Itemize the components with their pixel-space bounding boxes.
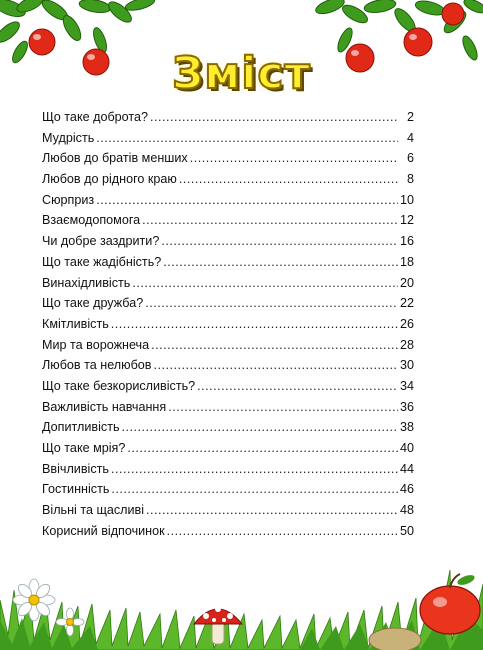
toc-entry-title: Сюрприз bbox=[42, 192, 95, 207]
toc-entry bbox=[42, 503, 414, 524]
toc-entry-title: Любов до братів менших bbox=[42, 151, 188, 166]
toc-entry-title: Що таке доброта? bbox=[42, 110, 149, 124]
toc-leader-dots bbox=[96, 193, 398, 207]
toc-leader-dots bbox=[179, 172, 398, 186]
toc-leader-dots bbox=[122, 420, 398, 434]
toc-entry-page-number: 10 bbox=[400, 192, 415, 207]
toc-leader-dots bbox=[146, 503, 398, 517]
toc-entry bbox=[42, 213, 414, 234]
toc-leader-dots bbox=[168, 400, 398, 414]
toc-entry-title: Гостинність bbox=[42, 482, 110, 497]
toc-entry bbox=[42, 462, 414, 483]
toc-entry-page-number: 48 bbox=[400, 503, 415, 518]
toc-entry-title: Що таке жадібність? bbox=[42, 254, 162, 269]
toc-entry-title: Любов та нелюбов bbox=[42, 358, 152, 373]
page-title: Зміст bbox=[172, 48, 311, 99]
toc-leader-dots bbox=[96, 131, 398, 145]
toc-entry bbox=[42, 193, 414, 214]
toc-entry bbox=[42, 172, 414, 193]
toc-entry bbox=[42, 131, 414, 152]
toc-entry-title: Кмітливість bbox=[42, 316, 109, 331]
toc-entry-title: Що таке мрія? bbox=[42, 441, 126, 455]
toc-entry bbox=[42, 255, 414, 276]
mushroom-icon bbox=[192, 600, 244, 646]
toc-entry-page-number: 28 bbox=[400, 337, 415, 352]
toc-entry-page-number: 8 bbox=[406, 172, 414, 187]
toc-entry-title: Любов до рідного краю bbox=[42, 172, 177, 187]
toc-entry-page-number: 12 bbox=[400, 213, 415, 228]
daisy-flower-icon bbox=[8, 572, 88, 642]
toc-leader-dots bbox=[151, 338, 398, 352]
toc-leader-dots bbox=[161, 234, 398, 248]
toc-entry-title: Чи добре заздрити? bbox=[42, 234, 160, 249]
toc-leader-dots bbox=[167, 524, 398, 538]
toc-entry-page-number: 34 bbox=[400, 378, 415, 393]
toc-leader-dots bbox=[127, 441, 398, 455]
toc-entry bbox=[42, 110, 414, 131]
toc-entry bbox=[42, 358, 414, 379]
toc-entry-page-number: 22 bbox=[400, 296, 415, 311]
toc-entry-title: Взаємодопомога bbox=[42, 213, 141, 228]
toc-leader-dots bbox=[154, 358, 399, 372]
toc-entry-page-number: 44 bbox=[400, 461, 415, 476]
toc-entry bbox=[42, 296, 414, 317]
toc-entry-page-number: 40 bbox=[400, 441, 415, 455]
toc-entry bbox=[42, 420, 414, 441]
toc-entry-title: Ввічливість bbox=[42, 461, 109, 476]
toc-leader-dots bbox=[145, 296, 398, 310]
toc-leader-dots bbox=[163, 255, 398, 269]
toc-leader-dots bbox=[111, 462, 398, 476]
toc-entry-title: Мир та ворожнеча bbox=[42, 337, 150, 352]
toc-entry-page-number: 50 bbox=[400, 523, 415, 538]
toc-entry bbox=[42, 276, 414, 297]
toc-entry-page-number: 2 bbox=[406, 110, 414, 124]
toc-entry bbox=[42, 400, 414, 421]
toc-leader-dots bbox=[132, 276, 398, 290]
toc-entry-page-number: 46 bbox=[400, 482, 415, 497]
toc-leader-dots bbox=[150, 110, 398, 124]
toc-entry bbox=[42, 234, 414, 255]
toc-entry-title: Мудрість bbox=[42, 130, 95, 145]
toc-entry bbox=[42, 482, 414, 503]
toc-entry-title: Допитливість bbox=[42, 420, 120, 435]
toc-entry bbox=[42, 338, 414, 359]
toc-entry-page-number: 26 bbox=[400, 316, 415, 331]
toc-entry-title: Винахідливість bbox=[42, 275, 131, 290]
toc-entry-page-number: 6 bbox=[406, 151, 414, 166]
toc-entry-title: Корисний відпочинок bbox=[42, 523, 165, 538]
toc-leader-dots bbox=[190, 151, 398, 165]
toc-entry bbox=[42, 379, 414, 400]
toc-entry-page-number: 36 bbox=[400, 399, 415, 414]
toc-entry-page-number: 38 bbox=[400, 420, 415, 435]
toc-entry bbox=[42, 151, 414, 172]
table-of-contents bbox=[42, 110, 414, 544]
toc-entry-page-number: 4 bbox=[406, 130, 414, 145]
toc-leader-dots bbox=[142, 213, 398, 227]
toc-entry bbox=[42, 441, 414, 462]
toc-entry-title: Важливість навчання bbox=[42, 399, 167, 414]
toc-entry-page-number: 16 bbox=[400, 234, 415, 249]
toc-entry-title: Що таке безкорисливість? bbox=[42, 378, 196, 393]
toc-leader-dots bbox=[111, 317, 398, 331]
toc-entry-page-number: 18 bbox=[400, 254, 415, 269]
toc-entry-page-number: 20 bbox=[400, 275, 415, 290]
toc-entry-page-number: 30 bbox=[400, 358, 415, 373]
toc-entry-title: Вільні та щасливі bbox=[42, 503, 145, 518]
toc-leader-dots bbox=[111, 482, 398, 496]
apple-icon bbox=[410, 570, 483, 640]
toc-entry bbox=[42, 317, 414, 338]
toc-entry-title: Що таке дружба? bbox=[42, 296, 144, 311]
toc-leader-dots bbox=[197, 379, 398, 393]
